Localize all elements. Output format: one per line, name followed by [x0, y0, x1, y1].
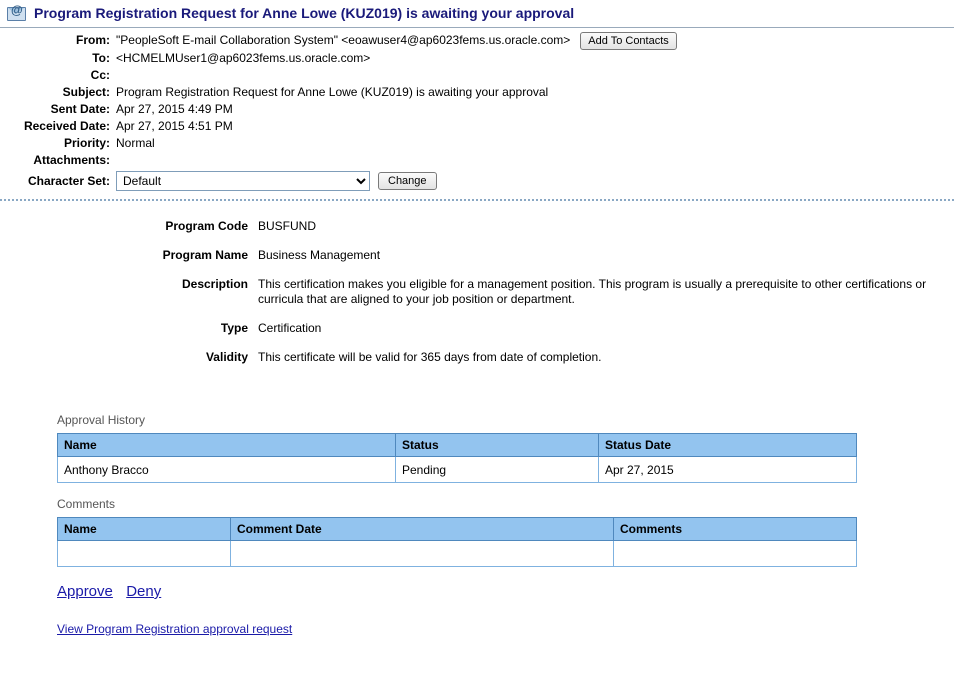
cell-comments: [614, 541, 857, 567]
detail-row-validity: [0, 350, 954, 365]
to-value: <HCMELMUser1@ap6023fems.us.oracle.com>: [116, 51, 371, 65]
deny-link[interactable]: Deny: [126, 583, 162, 600]
column-header-status-date: Status Date: [599, 434, 857, 457]
comments-title: Comments: [57, 497, 116, 511]
subject-value: Program Registration Request for Anne Lowe (KUZ019) is awaiting your approval: [116, 85, 549, 99]
email-at-icon: @: [6, 3, 28, 23]
approve-link[interactable]: Approve: [57, 583, 113, 600]
header-row-to: [0, 50, 954, 67]
cell-status: Pending: [396, 457, 599, 483]
description-label: Description: [181, 277, 248, 291]
program-details: [0, 219, 954, 365]
table-header-row: [58, 434, 857, 457]
header-row-priority: [0, 135, 954, 152]
attachments-label: Attachments:: [33, 153, 110, 167]
validity-value: This certificate will be valid for 365 days from date of completion.: [258, 350, 602, 364]
to-label: To:: [92, 51, 110, 65]
approval-history-table: [57, 433, 857, 483]
table-row: [58, 541, 857, 567]
page-title: Program Registration Request for Anne Lowe (KUZ019) is awaiting your approval: [34, 5, 575, 21]
program-name-label: Program Name: [162, 248, 248, 262]
cell-status-date: Apr 27, 2015: [599, 457, 857, 483]
type-value: Certification: [258, 321, 322, 335]
column-header-name: Name: [58, 518, 231, 541]
comments-table: [57, 517, 857, 567]
detail-row-program-name: [0, 248, 954, 263]
program-code-value: BUSFUND: [258, 219, 317, 233]
header-row-cc: [0, 67, 954, 84]
column-header-status: Status: [396, 434, 599, 457]
type-label: Type: [220, 321, 248, 335]
cell-name: [58, 541, 231, 567]
detail-row-program-code: [0, 219, 954, 234]
validity-label: Validity: [205, 350, 248, 364]
add-to-contacts-button[interactable]: Add To Contacts: [580, 32, 677, 50]
sent-date-value: Apr 27, 2015 4:49 PM: [116, 102, 233, 116]
view-program-registration-request-link[interactable]: View Program Registration approval request: [57, 622, 293, 636]
character-set-select[interactable]: [116, 171, 370, 191]
footer-links: [57, 622, 954, 636]
header-row-from: [0, 32, 954, 50]
cc-label: Cc:: [90, 68, 110, 82]
cell-comment-date: [231, 541, 614, 567]
program-code-label: Program Code: [165, 219, 248, 233]
cell-name: Anthony Bracco: [58, 457, 396, 483]
column-header-comment-date: Comment Date: [231, 518, 614, 541]
priority-label: Priority:: [63, 136, 110, 150]
comments-section: [57, 497, 954, 567]
detail-row-type: [0, 321, 954, 336]
from-value: "PeopleSoft E-mail Collaboration System" <eoawuser4@ap6023fems.us.oracle.com>: [116, 33, 571, 47]
header-row-sent-date: [0, 101, 954, 118]
approval-actions: [57, 583, 954, 600]
approval-history-title: Approval History: [57, 413, 146, 427]
program-name-value: Business Management: [258, 248, 381, 262]
header-row-character-set: [0, 171, 954, 191]
table-header-row: [58, 518, 857, 541]
table-row: [58, 457, 857, 483]
sent-date-label: Sent Date:: [50, 102, 110, 116]
received-date-label: Received Date:: [23, 119, 110, 133]
detail-row-description: [0, 277, 954, 307]
subject-label: Subject:: [62, 85, 110, 99]
column-header-name: Name: [58, 434, 396, 457]
message-headers: [0, 28, 954, 203]
message-title-bar: [0, 0, 954, 28]
change-button[interactable]: Change: [378, 172, 437, 190]
priority-value: Normal: [116, 136, 155, 150]
character-set-label: Character Set:: [27, 174, 110, 188]
approval-history-section: [57, 413, 954, 483]
column-header-comments: Comments: [614, 518, 857, 541]
received-date-value: Apr 27, 2015 4:51 PM: [116, 119, 233, 133]
from-label: From:: [76, 33, 110, 47]
header-row-subject: [0, 84, 954, 101]
description-value: This certification makes you eligible for a management position. This program is usually a prerequisite to other certifications or curricula that are aligned to your job position or department.: [258, 277, 927, 306]
header-divider: [0, 199, 954, 201]
header-row-received-date: [0, 118, 954, 135]
header-row-attachments: [0, 152, 954, 169]
